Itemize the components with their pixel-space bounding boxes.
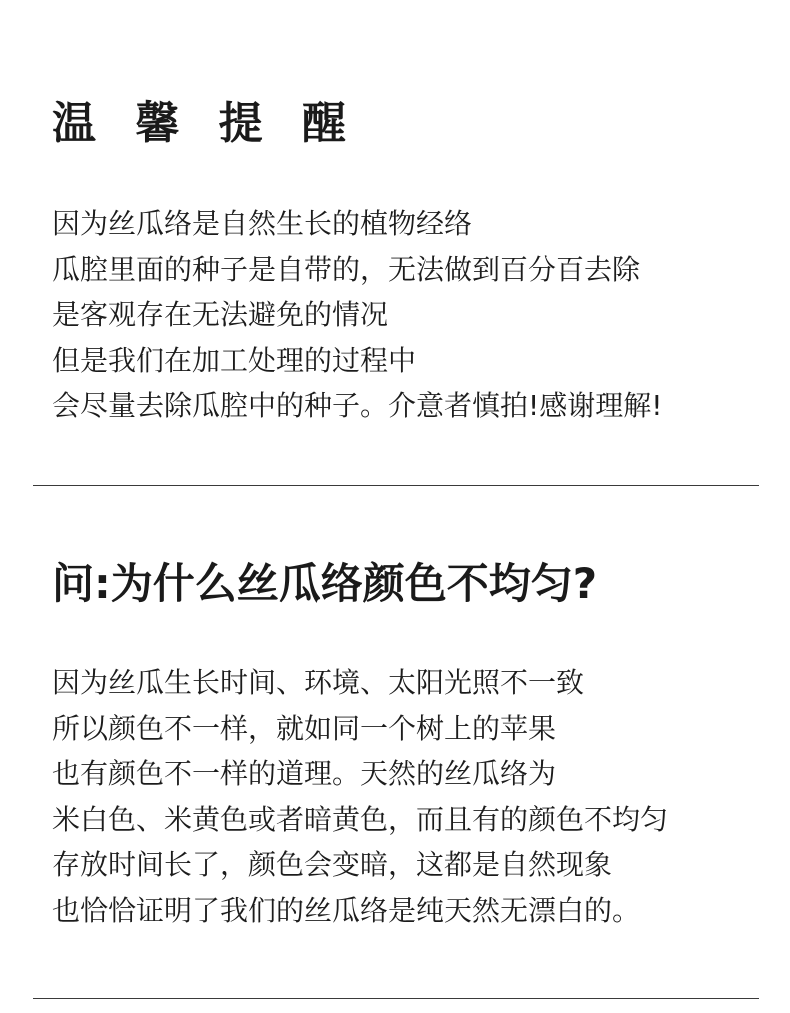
notice-line: 但是我们在加工处理的过程中 — [52, 343, 417, 377]
faq-answer-line: 也有颜色不一样的道理。天然的丝瓜络为 — [52, 757, 557, 790]
faq-answer-line: 米白色、米黄色或者暗黄色，而且有的颜色不均匀 — [52, 802, 669, 836]
faq-answer-line: 因为丝瓜生长时间、环境、太阳光照不一致 — [52, 666, 585, 699]
notice-title: 温 馨 提 醒 — [52, 98, 358, 149]
faq-answer-line: 也恰恰证明了我们的丝瓜络是纯天然无漂白的。 — [52, 893, 641, 927]
notice-paragraph — [52, 201, 662, 429]
section-divider — [33, 485, 759, 486]
faq-answer — [52, 660, 668, 933]
faq-answer-line: 所以颜色不一样，就如同一个树上的苹果 — [52, 711, 557, 745]
faq-question: 问:为什么丝瓜络颜色不均匀? — [52, 559, 598, 608]
notice-line: 会尽量去除瓜腔中的种子。介意者慎拍!感谢理解! — [52, 389, 663, 422]
notice-line: 是客观存在无法避免的情况 — [52, 298, 389, 331]
notice-line: 瓜腔里面的种子是自带的，无法做到百分百去除 — [52, 252, 641, 286]
notice-line: 因为丝瓜络是自然生长的植物经络 — [52, 207, 473, 240]
bottom-divider — [33, 998, 759, 999]
faq-answer-line: 存放时间长了，颜色会变暗，这都是自然现象 — [52, 848, 613, 881]
